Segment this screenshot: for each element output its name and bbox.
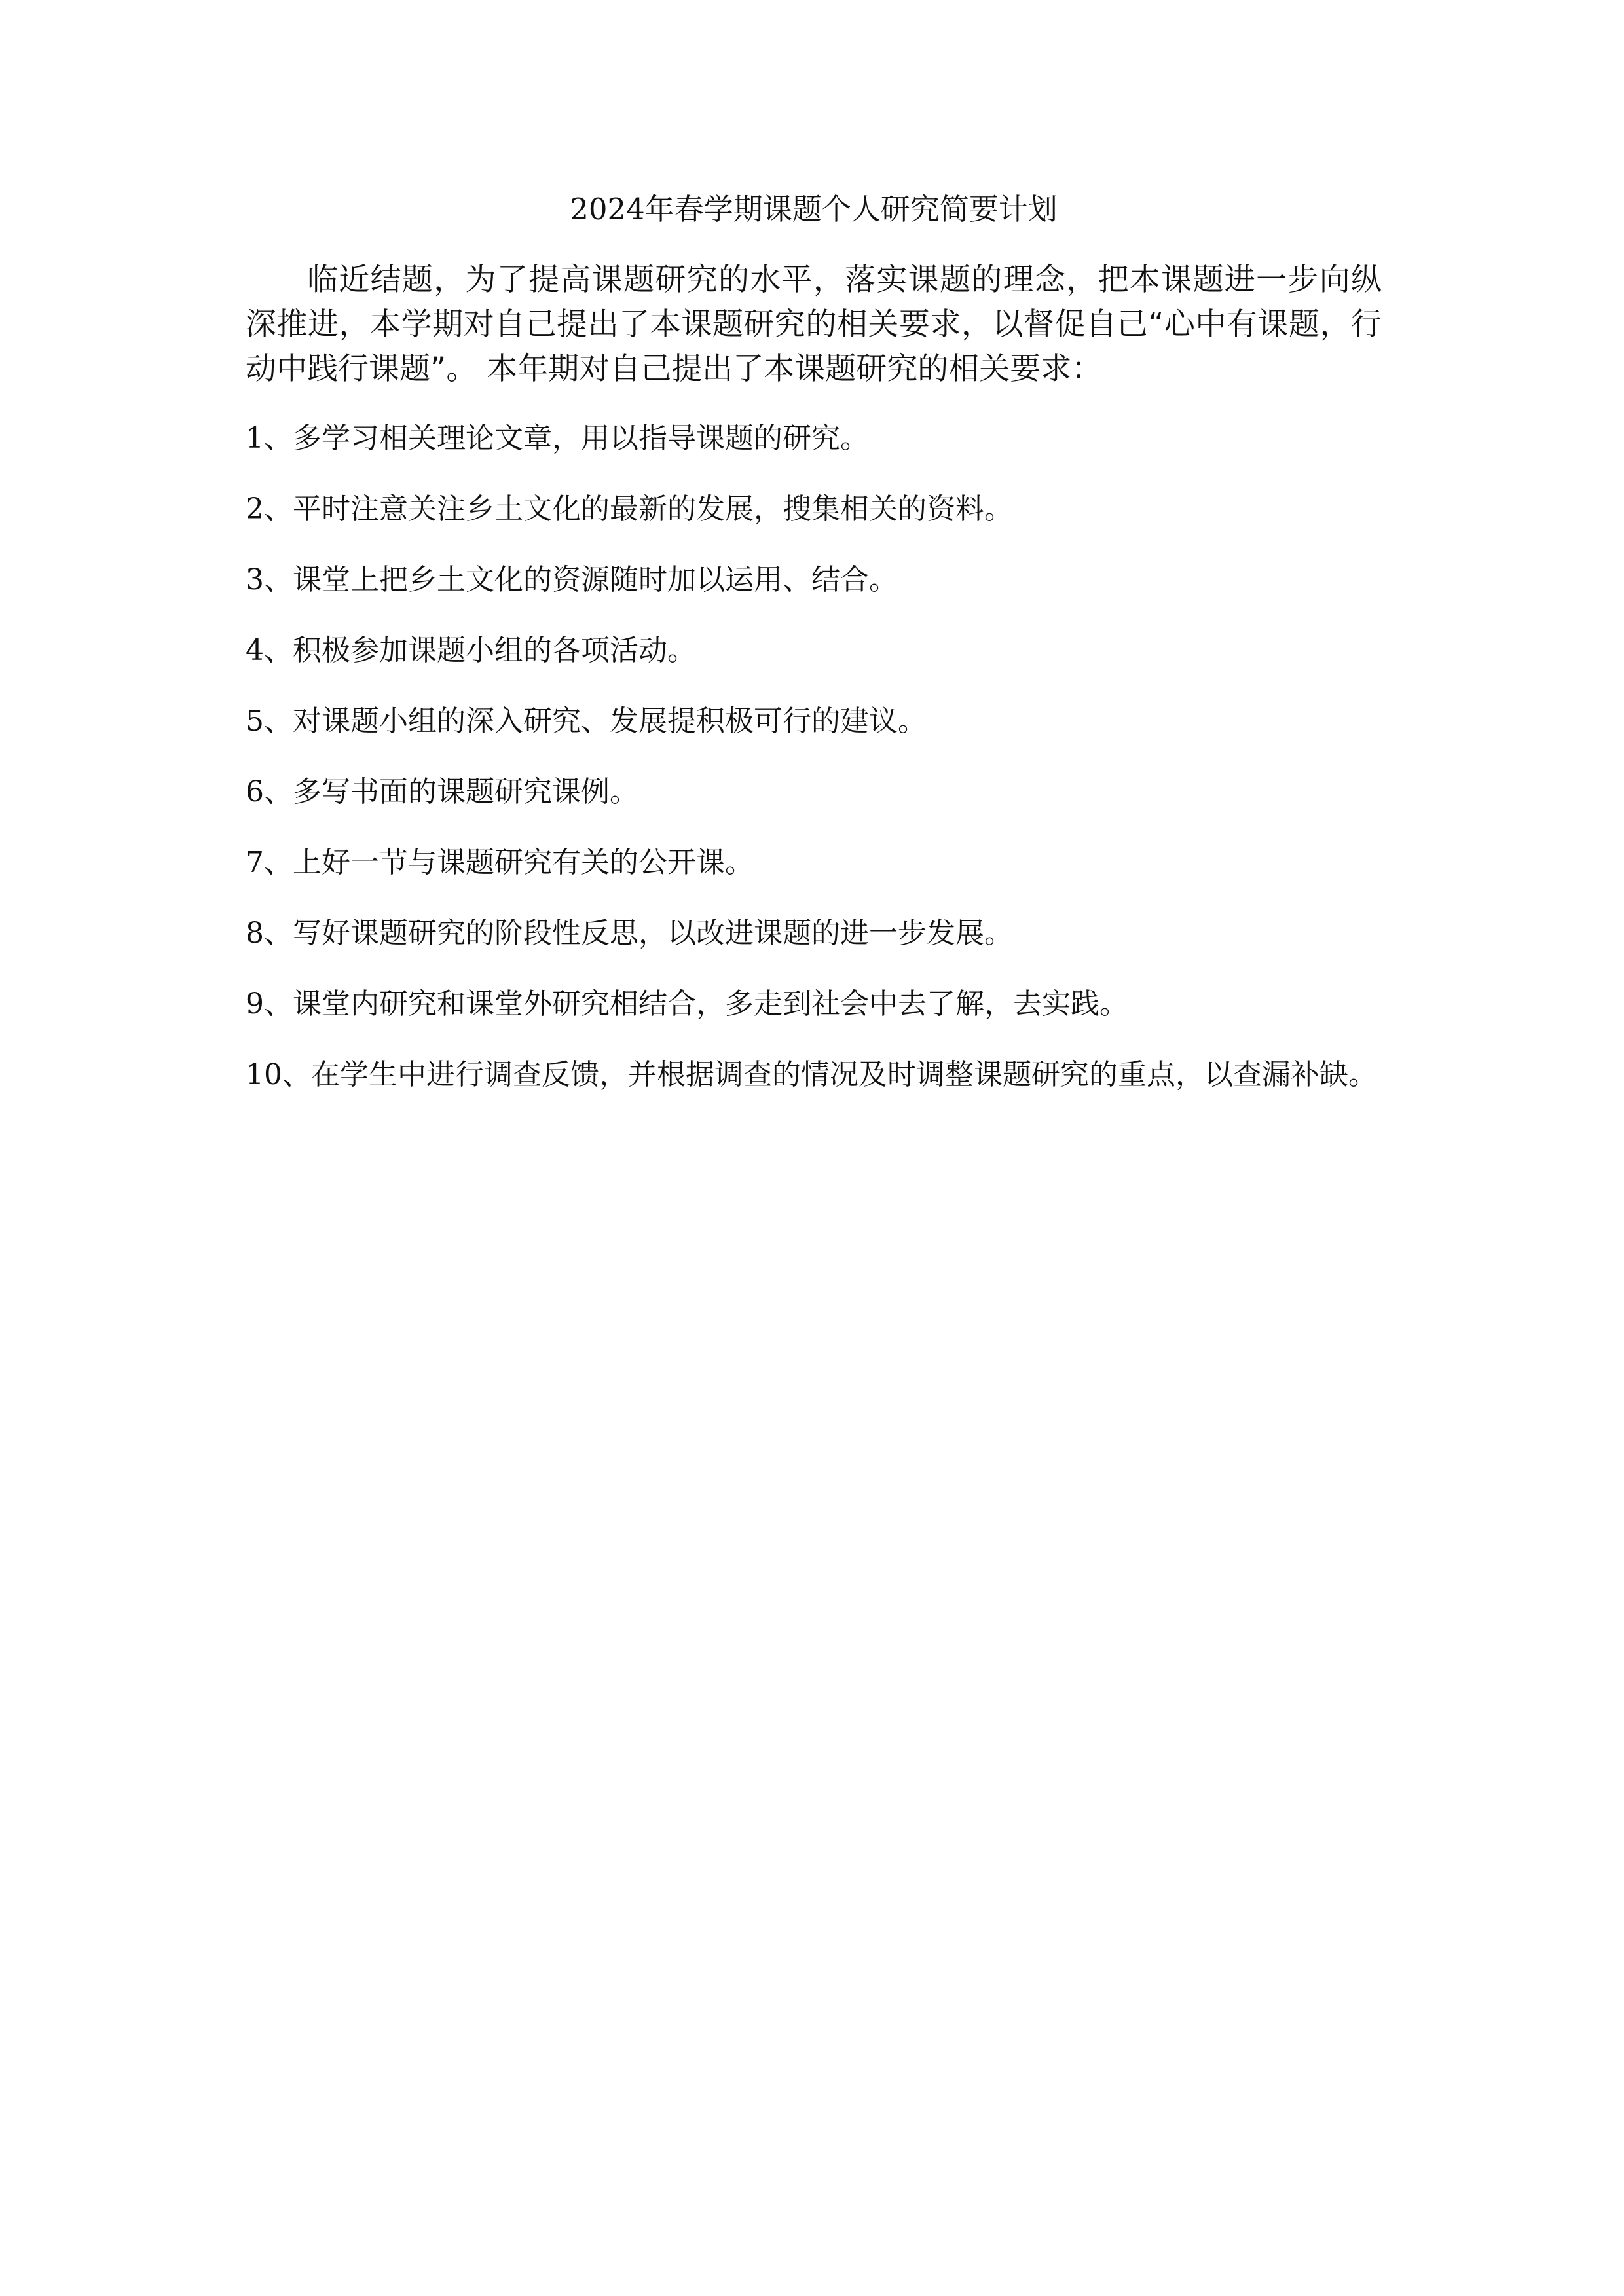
document-title: 2024年春学期课题个人研究简要计划 [570, 192, 1058, 227]
plan-item-6: 6、多写书面的课题研究课例。 [246, 775, 638, 809]
plan-item-9: 9、课堂内研究和课堂外研究相结合，多走到社会中去了解，去实践。 [246, 987, 1128, 1021]
plan-item-7: 7、上好一节与课题研究有关的公开课。 [246, 846, 754, 879]
plan-item-10: 10、在学生中进行调查反馈，并根据调查的情况及时调整课题研究的重点，以查漏补缺。 [246, 1058, 1377, 1091]
plan-item-1: 1、多学习相关理论文章，用以指导课题的研究。 [246, 422, 869, 455]
document-body [246, 190, 1382, 1123]
plan-item-4: 4、积极参加课题小组的各项活动。 [246, 634, 696, 667]
plan-item-8: 8、写好课题研究的阶段性反思，以改进课题的进一步发展。 [246, 917, 1013, 950]
plan-item-5: 5、对课题小组的深入研究、发展提积极可行的建议。 [246, 704, 927, 738]
plan-item-3: 3、课堂上把乡土文化的资源随时加以运用、结合。 [246, 563, 898, 596]
intro-paragraph: 临近结题，为了提高课题研究的水平，落实课题的理念，把本课题进一步向纵深推进，本学期对自己提出了本课题研究的相关要求，以督促自己“心中有课题，行动中践行课题”。 本年期对自己提出了本课题研究的相关要求： [246, 262, 1382, 387]
plan-item-2: 2、平时注意关注乡土文化的最新的发展，搜集相关的资料。 [246, 492, 1013, 526]
plan-list [246, 416, 1382, 1097]
